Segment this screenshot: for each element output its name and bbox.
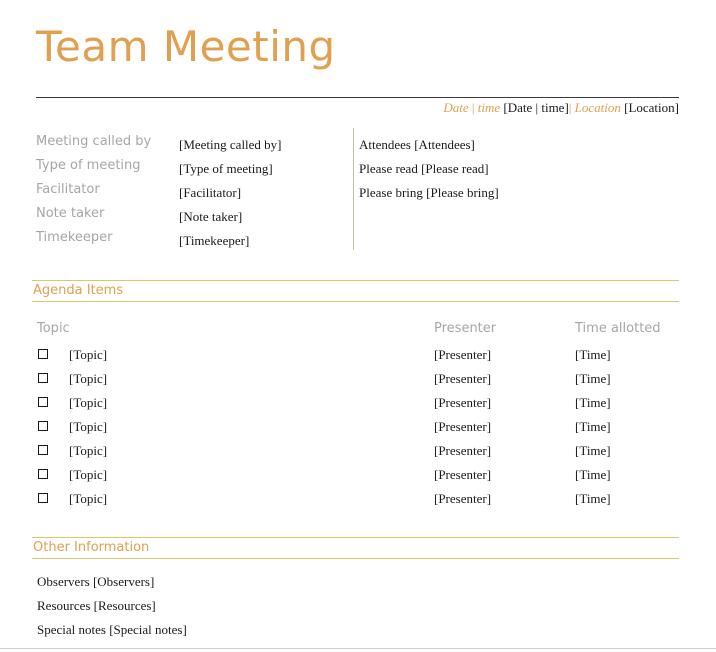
please-read-line[interactable]: Please read [Please read] (359, 161, 489, 176)
info-label: Meeting called by (36, 134, 152, 149)
agenda-presenter[interactable]: [Presenter] (434, 419, 492, 434)
agenda-presenter[interactable]: [Presenter] (434, 443, 492, 458)
agenda-checkbox[interactable] (38, 445, 48, 455)
time-separator: | (535, 100, 542, 115)
agenda-top-rule (32, 280, 679, 281)
agenda-topic[interactable]: [Topic] (69, 419, 108, 434)
info-value[interactable]: [Meeting called by] (179, 137, 282, 152)
agenda-checkbox[interactable] (38, 397, 48, 407)
agenda-checkbox[interactable] (38, 493, 48, 503)
agenda-topic[interactable]: [Topic] (69, 491, 108, 506)
agenda-presenter[interactable]: [Presenter] (434, 347, 492, 362)
agenda-time[interactable]: [Time] (575, 443, 611, 458)
agenda-row (0, 443, 716, 467)
page-title: Team Meeting (36, 22, 336, 71)
other-bottom-rule (32, 558, 679, 559)
info-label: Note taker (36, 206, 105, 221)
page-bottom-edge (0, 648, 716, 649)
date-value[interactable]: [Date (503, 100, 533, 115)
agenda-time[interactable]: [Time] (575, 491, 611, 506)
agenda-heading: Agenda Items (33, 283, 124, 298)
time-value[interactable]: time] (541, 100, 569, 115)
agenda-bottom-rule (32, 301, 679, 302)
special-notes-line[interactable]: Special notes [Special notes] (37, 622, 187, 637)
agenda-row (0, 395, 716, 419)
agenda-checkbox[interactable] (38, 373, 48, 383)
agenda-time[interactable]: [Time] (575, 419, 611, 434)
date-label: Date (443, 100, 469, 115)
agenda-checkbox[interactable] (38, 349, 48, 359)
agenda-presenter[interactable]: [Presenter] (434, 491, 492, 506)
attendees-line[interactable]: Attendees [Attendees] (359, 137, 475, 152)
agenda-row (0, 419, 716, 443)
agenda-topic[interactable]: [Topic] (69, 467, 108, 482)
agenda-topic[interactable]: [Topic] (69, 371, 108, 386)
agenda-time[interactable]: [Time] (575, 467, 611, 482)
agenda-presenter[interactable]: [Presenter] (434, 467, 492, 482)
info-label: Timekeeper (36, 230, 113, 245)
agenda-time[interactable]: [Time] (575, 371, 611, 386)
topic-column-header: Topic (37, 321, 70, 336)
agenda-row (0, 371, 716, 395)
agenda-row (0, 467, 716, 491)
time-column-header: Time allotted (575, 321, 661, 336)
info-value[interactable]: [Timekeeper] (179, 233, 250, 248)
info-value[interactable]: [Note taker] (179, 209, 243, 224)
agenda-presenter[interactable]: [Presenter] (434, 371, 492, 386)
agenda-checkbox[interactable] (38, 469, 48, 479)
presenter-column-header: Presenter (434, 321, 497, 336)
date-separator: | (471, 100, 478, 115)
agenda-row (0, 347, 716, 371)
agenda-time[interactable]: [Time] (575, 395, 611, 410)
info-label: Type of meeting (36, 158, 141, 173)
location-value[interactable]: [Location] (624, 100, 679, 115)
dateline (443, 100, 679, 116)
please-bring-line[interactable]: Please bring [Please bring] (359, 185, 499, 200)
agenda-topic[interactable]: [Topic] (69, 395, 108, 410)
other-heading: Other Information (33, 540, 150, 555)
agenda-presenter[interactable]: [Presenter] (434, 395, 492, 410)
info-value[interactable]: [Facilitator] (179, 185, 242, 200)
info-column-divider (353, 128, 354, 250)
observers-line[interactable]: Observers [Observers] (37, 574, 155, 589)
agenda-topic[interactable]: [Topic] (69, 347, 108, 362)
location-label: Location (574, 100, 621, 115)
title-divider (36, 97, 679, 98)
location-separator: | (568, 100, 575, 115)
resources-line[interactable]: Resources [Resources] (37, 598, 156, 613)
other-top-rule (32, 537, 679, 538)
agenda-checkbox[interactable] (38, 421, 48, 431)
agenda-time[interactable]: [Time] (575, 347, 611, 362)
info-label: Facilitator (36, 182, 100, 197)
agenda-topic[interactable]: [Topic] (69, 443, 108, 458)
agenda-row (0, 491, 716, 515)
time-label: time (477, 100, 501, 115)
info-value[interactable]: [Type of meeting] (179, 161, 273, 176)
